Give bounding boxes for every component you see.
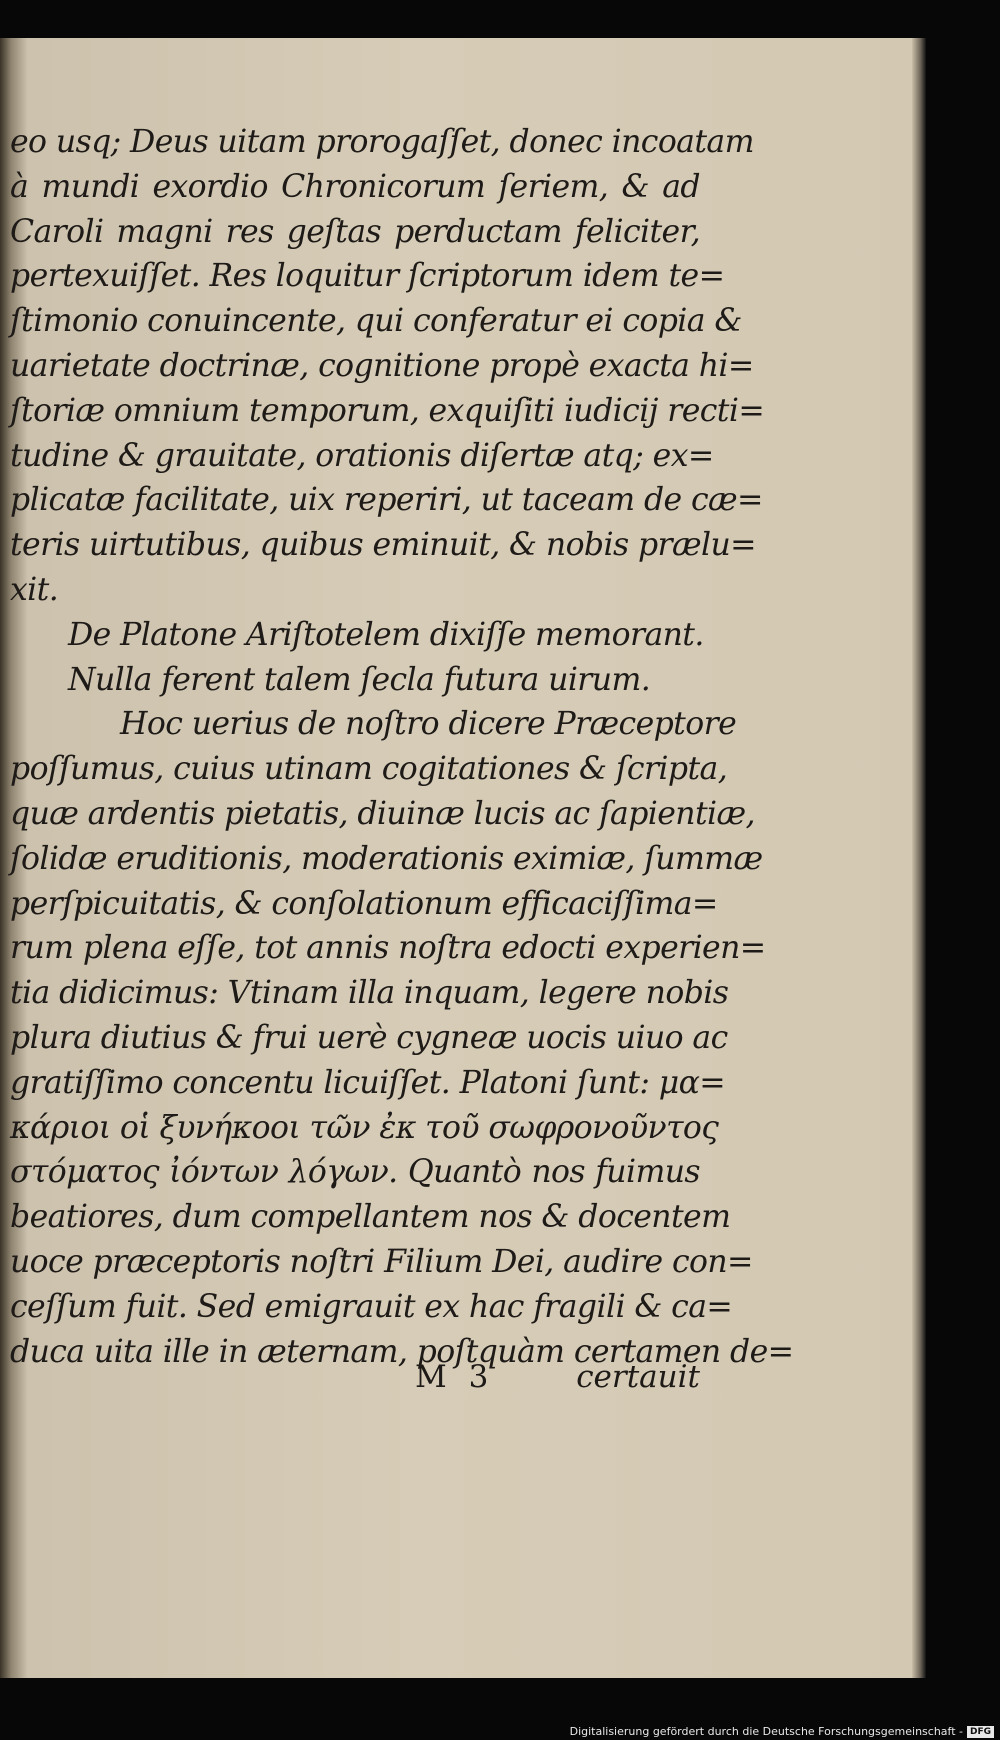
- text-line: eo usq; Deus uitam prorogaſſet, donec incoatam: [10, 124, 754, 160]
- text-line: à mundi exordio Chronicorum ſeriem, & ad: [10, 168, 700, 205]
- credit-text: Digitalisierung gefördert durch die Deutsche Forschungsgemeinschaft -: [569, 1725, 963, 1738]
- text-line: gratiſſimo concentu licuiſſet. Platoni ſunt: μα=: [10, 1064, 726, 1101]
- page-text: [10, 120, 794, 1374]
- text-line: tia didicimus: Vtinam illa inquam, legere nobis: [10, 975, 729, 1012]
- page-edge: [912, 38, 926, 1678]
- page-footer-line: [10, 1359, 700, 1403]
- catchword: certauit: [576, 1359, 700, 1395]
- text-line: ſtimonio conuincente, qui conferatur ei copia &: [10, 303, 742, 340]
- text-line: perſpicuitatis, & conſolationum efficaciſſima=: [10, 885, 718, 922]
- text-line: beatiores, dum compellantem nos & docentem: [10, 1199, 731, 1236]
- text-line: uarietate doctrinæ, cognitione propè exacta hi=: [10, 347, 754, 384]
- greek-text-line: στόματος ἰόντων λόγων. Quantò nos fuimus: [10, 1154, 700, 1191]
- dfg-logo: DFG: [967, 1726, 994, 1738]
- text-line: ceſſum fuit. Sed emigrauit ex hac fragili & ca=: [10, 1288, 733, 1325]
- verse-line: De Platone Ariſtotelem dixiſſe memorant.: [68, 616, 704, 653]
- text-line: ſtoriæ omnium temporum, exquiſiti iudicij recti=: [10, 392, 765, 429]
- text-line: poſſumus, cuius utinam cogitationes & ſcripta,: [10, 751, 728, 788]
- text-line: uoce præceptoris noſtri Filium Dei, audire con=: [10, 1243, 753, 1280]
- text-line: duca uita ille in æternam, poſtquàm certamen de=: [10, 1333, 794, 1370]
- digitization-credit: [570, 1725, 994, 1738]
- text-line: plura diutius & frui uerè cygneæ uocis uiuo ac: [10, 1019, 728, 1056]
- text-line: tudine & grauitate, orationis diſertæ atq; ex=: [10, 437, 714, 474]
- text-line: plicatæ facilitate, uix reperiri, ut taceam de cæ=: [10, 482, 763, 519]
- text-line: pertexuiſſet. Res loquitur ſcriptorum idem te=: [10, 258, 725, 295]
- text-line: ſolidæ eruditionis, moderationis eximiæ, ſummæ: [10, 840, 763, 877]
- text-line: xit.: [10, 571, 59, 608]
- text-line: teris uirtutibus, quibus eminuit, & nobis prælu=: [10, 527, 756, 564]
- paragraph-start-line: Hoc uerius de noſtro dicere Præceptore: [120, 706, 737, 743]
- text-line: rum plena eſſe, tot annis noſtra edocti experien=: [10, 930, 766, 967]
- verse-line: Nulla ferent talem ſecla futura uirum.: [68, 661, 651, 698]
- signature-mark: M 3: [415, 1359, 495, 1395]
- greek-text-line: κάριοι οἱ ξυνήκοοι τῶν ἐκ τοῦ σωφρονοῦντος: [10, 1109, 719, 1146]
- text-line: quæ ardentis pietatis, diuinæ lucis ac ſapientiæ,: [10, 795, 755, 832]
- text-line: Caroli magni res geſtas perductam feliciter,: [10, 213, 700, 250]
